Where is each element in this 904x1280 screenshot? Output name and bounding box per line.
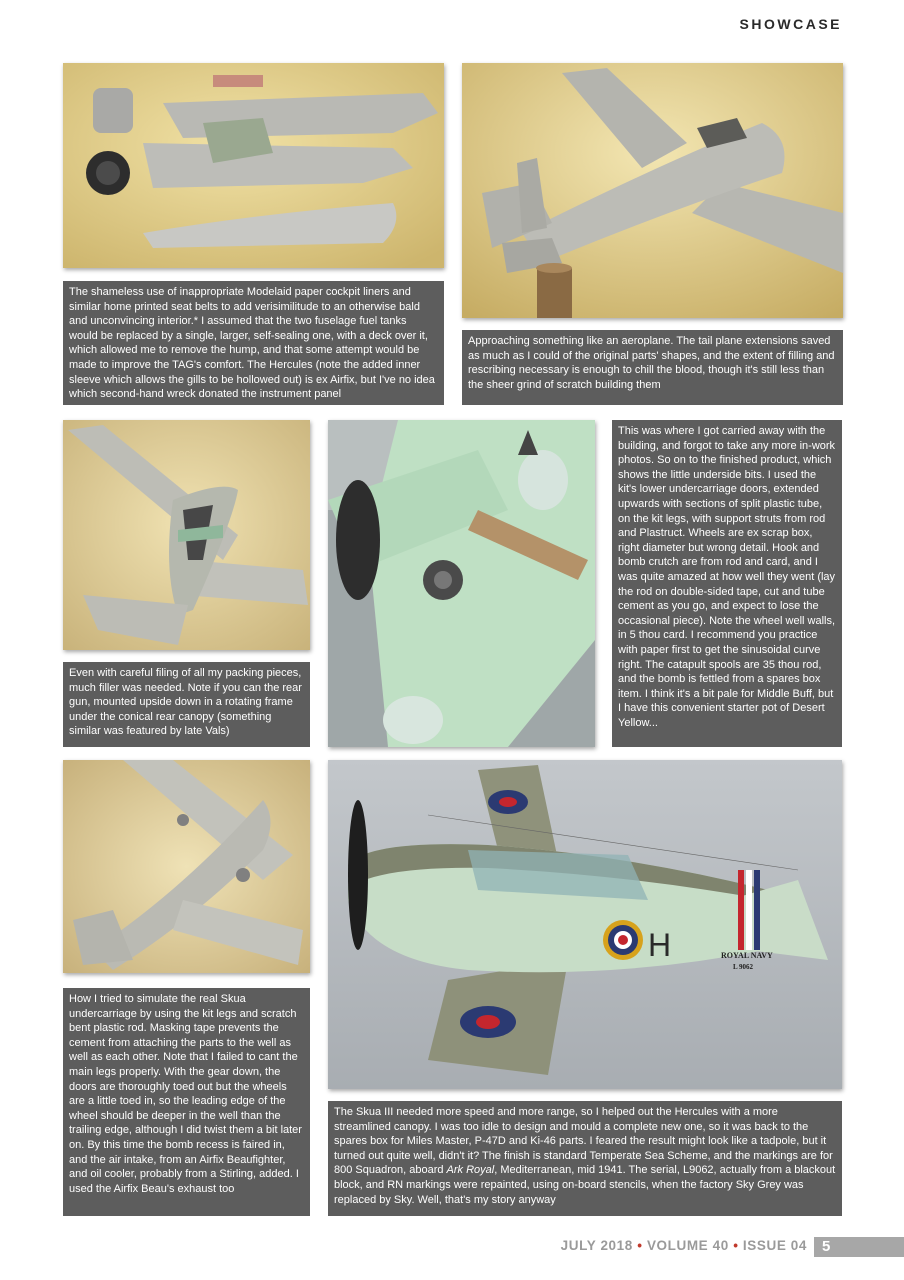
caption-undercarriage: How I tried to simulate the real Skua undercarriage by using the kit legs and scratch bent plastic rod. Masking tape prevents the cement from attaching the parts to the well as well as each other. Note that I failed to cant the main legs properly. With the gear down, the doors are thoroughly toed out but the wheels are a little toed in, so the leading edge of the wheel should be deeper in the well than the trailing edge, although I did twist them a bit later on. By this time the bomb recess is faired in, and the air intake, from an Airfix Beaufighter, and oil cooler, probably from a Stirling, added. I used the Airfix Beau's exhaust too: [63, 988, 310, 1216]
section-header: SHOWCASE: [739, 16, 842, 32]
caption-skua-finish: The Skua III needed more speed and more range, so I helped out the Hercules with a more streamlined canopy. I was too idle to design and mould a complete new one, so it was back to the spares box for Miles Master, P-47D and Ki-46 parts. I feared the result might look like a tadpole, but it turned out quite well, didn't it? The finish is standard Temperate Sea Scheme, and the markings are for 800 Squadron, aboard Ark Royal, Mediterranean, mid 1941. The serial, L9062, actually from a blackout block, and RN markings were repainted, using on-board stencils, when the factory Sky Grey was replaced by Sky. Well, that's my story anyway: [328, 1101, 842, 1216]
issue-info: [561, 1238, 807, 1253]
separator-dot: •: [637, 1238, 643, 1253]
page-number: 5: [814, 1237, 904, 1257]
caption-cockpit-interior: The shameless use of inappropriate Modelaid paper cockpit liners and similar home printed seat belts to add verisimilitude to an otherwise bald and unconvincing interior.* I assumed that the two fuselage fuel tanks would be replaced by a single, larger, self-sealing one, with a deck over it, which allowed me to remove the hump, and that some attempt would be made to improve the TAG's comfort. The Hercules (note the added inner sleeve which allows the gills to be hollowed out) is ex Airfix, but I've no idea which second-hand wreck donated the instrument panel: [63, 281, 444, 405]
separator-dot: •: [733, 1238, 739, 1253]
photo-finished-skua: [328, 760, 842, 1089]
issue-number: ISSUE 04: [742, 1238, 807, 1253]
issue-date: JULY 2018: [560, 1238, 633, 1253]
caption-tailplane-extensions: Approaching something like an aeroplane. The tail plane extensions saved as much as I could of the original parts' shapes, and the extent of filling and rescribing necessary is enough to chill the blood, though it's still less than the sheer grind of scratch building them: [462, 330, 843, 405]
code-letter: H: [648, 927, 672, 963]
photo-underside-detail: [328, 420, 595, 747]
royal-navy-marking: ROYAL NAVY: [721, 951, 773, 960]
volume-number: VOLUME 40: [646, 1238, 729, 1253]
photo-undercarriage: [63, 760, 310, 973]
serial-marking: L 9062: [733, 963, 754, 971]
photo-assembled-airframe: [462, 63, 843, 318]
photo-fuselage-parts: [63, 63, 444, 268]
caption-filler-rear-gun: Even with careful filing of all my packing pieces, much filler was needed. Note if you can the rear gun, mounted upside down in a rotating frame under the conical rear canopy (something similar was featured by late Vals): [63, 662, 310, 747]
photo-filler-work: [63, 420, 310, 650]
caption-finished-product-underside: This was where I got carried away with the building, and forgot to take any more in-work photos. So on to the finished product, which shows the little underside bits. I used the kit's lower undercarriage doors, extended upwards with sections of split plastic tube, on the kit legs, with support struts from rod and Plastruct. Wheels are ex scrap box, right diameter but wrong detail. Hook and bomb crutch are from rod and card, and I was quite amazed at how well they went (lay the rod on double-sided tape, cut and tube cement as you go, and expect to lose the occasional piece). Note the wheel well walls, in 5 thou card. I recommend you practice with paper first to get the sinusoidal curve right. The catapult spools are 35 thou rod, and the bomb is fettled from a spares box item. I think it's a bit pale for Middle Buff, but I have this convenient starter pot of Desert Yellow...: [612, 420, 842, 747]
page-footer: [0, 1237, 904, 1257]
